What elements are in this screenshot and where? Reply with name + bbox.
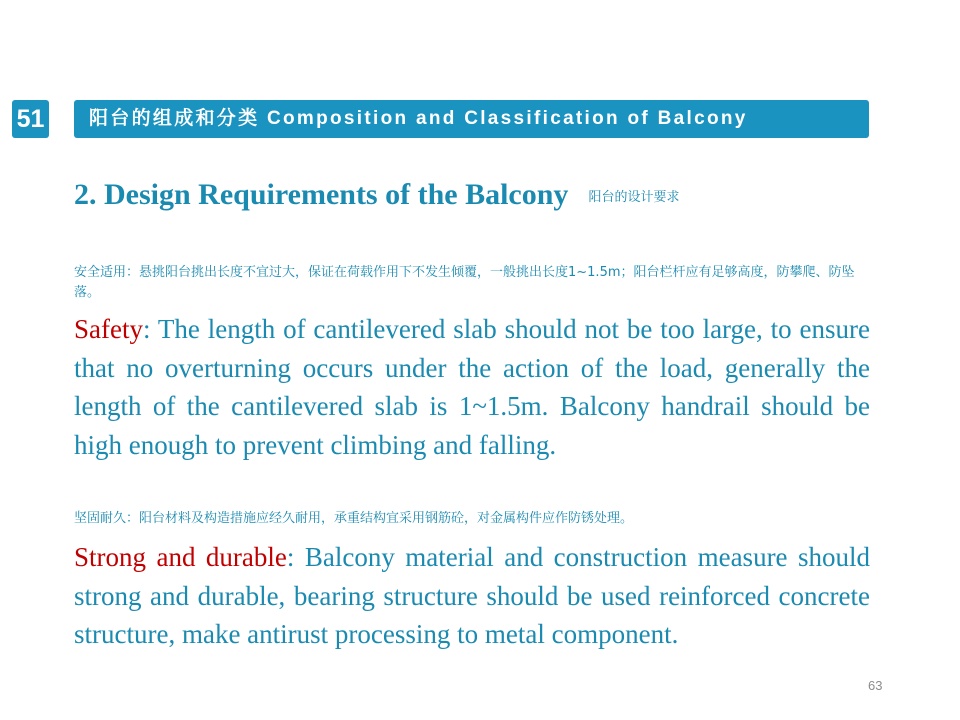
section-number-badge: 51 xyxy=(12,100,49,138)
safety-keyword: Safety xyxy=(74,314,143,344)
heading-chinese: 阳台的设计要求 xyxy=(588,190,680,205)
heading-english: 2. Design Requirements of the Balcony xyxy=(74,178,569,211)
page-number: 63 xyxy=(868,678,883,693)
safety-paragraph xyxy=(74,310,870,464)
durable-keyword: Strong and durable xyxy=(74,542,287,572)
safety-text: : The length of cantilevered slab should not be too large, to ensure that no overturning occurs under the action of the load, generally the length of the cantilevered slab is 1~1.5m. Balcony handrail should be high enough to prevent climbing and falling. xyxy=(74,314,870,460)
durable-chinese-note: 坚固耐久：阳台材料及构造措施应经久耐用，承重结构宜采用钢筋砼，对金属构件应作防锈处理。 xyxy=(74,511,634,526)
safety-chinese-note: 安全适用：悬挑阳台挑出长度不宜过大，保证在荷载作用下不发生倾覆，一般挑出长度1~1.5m；阳台栏杆应有足够高度，防攀爬、防坠落。 xyxy=(74,265,855,300)
durable-paragraph xyxy=(74,538,870,654)
durable-text: : Balcony material and construction measure should strong and durable, bearing structure should be used reinforced concrete structure, make antirust processing to metal component. xyxy=(74,542,871,649)
section-title-bar: 阳台的组成和分类 Composition and Classification of Balcony xyxy=(74,100,869,138)
page-heading xyxy=(74,178,874,212)
